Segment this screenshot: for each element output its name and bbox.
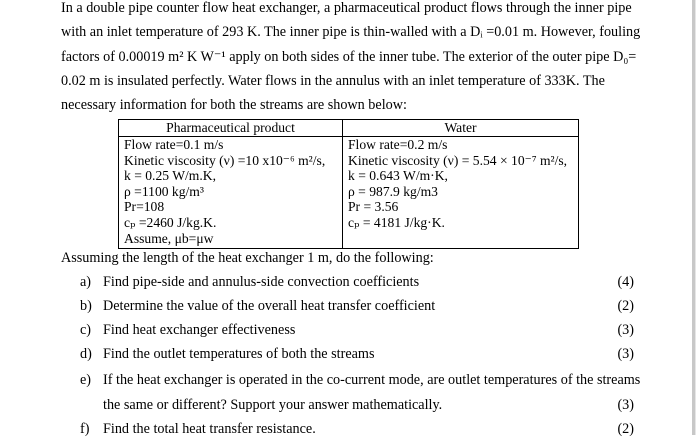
question-marks: (4) [617,274,634,290]
pharma-property: ρ =1100 kg/m³ [124,183,204,199]
question-marks: (3) [617,322,634,338]
assumption-line: Assuming the length of the heat exchanger 1 m, do the following: [61,250,434,266]
intro-line: 0.02 m is insulated perfectly. Water flows in the annulus with an inlet temperature of 333K. The [61,72,605,89]
pharma-property: Pr=108 [124,199,165,215]
intro-line: In a double pipe counter flow heat exchanger, a pharmaceutical product flows through the inner pipe [61,0,632,16]
table-row [119,137,579,249]
intro-line: with an inlet temperature of 293 K. The inner pipe is thin-walled with a Dᵢ =0.01 m. However, fouling [61,24,641,41]
water-property: cₚ = 4181 J/kg·K. [348,214,445,230]
question-text: Find the outlet temperatures of both the streams [103,346,375,362]
table-header-row [119,120,579,137]
question-label: a) [80,274,92,290]
stream-properties-table [118,119,579,249]
question-label: b) [80,298,92,314]
question-marks: (3) [617,346,634,362]
pharma-property: Kinetic viscosity (ν) =10 x10⁻⁶ m²/s, [124,152,326,168]
water-property: Pr = 3.56 [348,199,399,215]
question-label: c) [80,322,92,338]
pharma-property: cₚ =2460 J/kg.K. [124,214,217,230]
question-text: Find the total heat transfer resistance. [103,421,316,437]
water-property: Flow rate=0.2 m/s [348,137,448,152]
question-label: f) [80,421,90,437]
water-property: ρ = 987.9 kg/m3 [348,183,438,199]
question-label: d) [80,346,92,362]
question-marks: (2) [617,298,634,314]
question-text: Find pipe-side and annulus-side convection coefficients [103,274,420,290]
question-text: the same or different? Support your answer mathematically. [103,397,443,413]
question-marks: (2) [617,421,634,437]
question-label: e) [80,372,92,388]
water-property: Kinetic viscosity (ν) = 5.54 × 10⁻⁷ m²/s, [348,152,568,168]
pharma-property: Flow rate=0.1 m/s [124,137,224,152]
water-properties-cell [343,137,579,249]
water-property: k = 0.643 W/m·K, [348,168,448,184]
pharma-property: k = 0.25 W/m.K, [124,168,216,184]
question-text: If the heat exchanger is operated in the co-current mode, are outlet temperatures of the streams [103,372,641,388]
question-marks: (3) [617,397,634,413]
intro-line: factors of 0.00019 m² K W⁻¹ apply on both sides of the inner tube. The exterior of the outer pipe D₀= [61,48,637,65]
page-edge-shadow [695,0,696,435]
problem-intro-paragraph [61,0,643,117]
pharma-header: Pharmaceutical product [119,120,343,137]
water-header: Water [343,120,579,137]
question-text: Find heat exchanger effectiveness [103,322,296,338]
intro-line: necessary information for both the streams are shown below: [61,97,407,114]
question-text: Determine the value of the overall heat transfer coefficient [103,298,436,314]
pharma-properties-cell [119,137,343,249]
pharma-property: Assume, μb=μw [124,230,214,246]
